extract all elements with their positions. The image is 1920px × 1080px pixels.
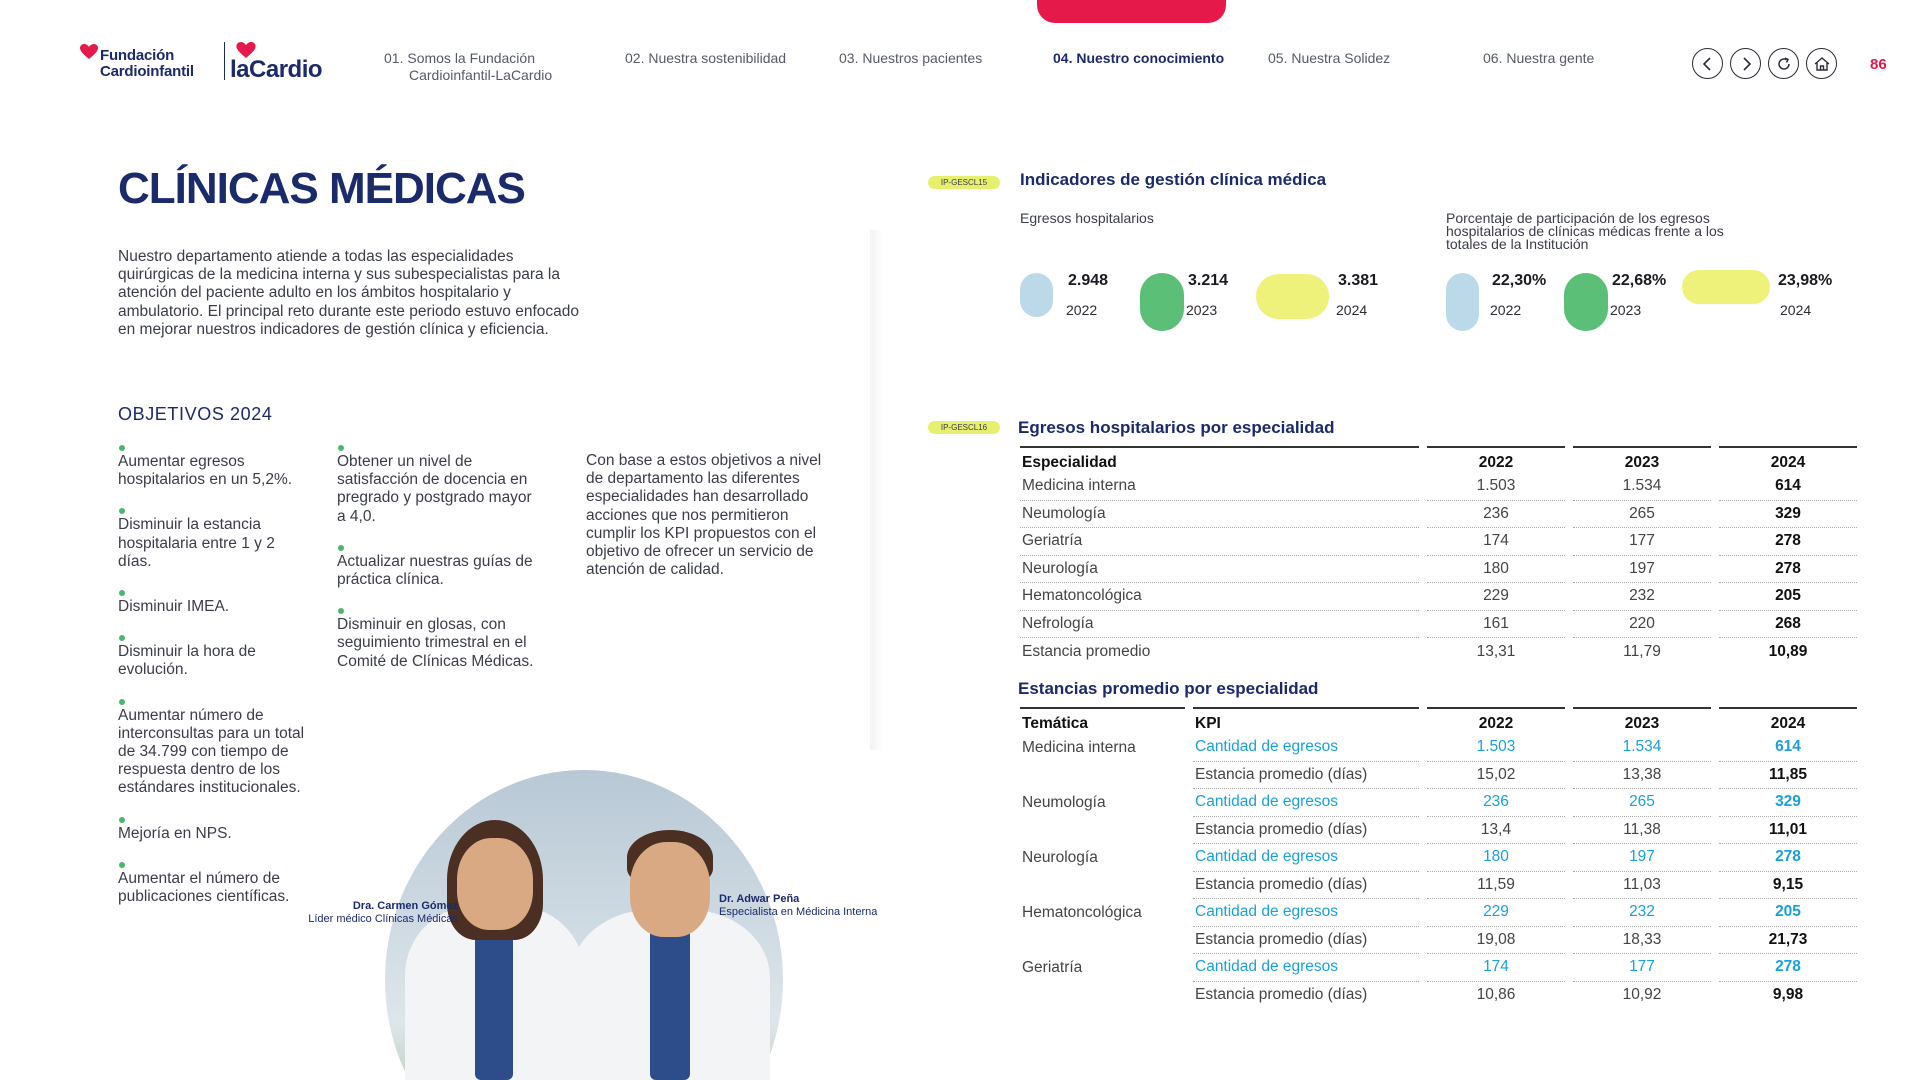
kpi-value: 2.948 — [1068, 272, 1109, 289]
table-cell: 232 — [1573, 583, 1711, 611]
table-cell: 174 — [1427, 954, 1565, 982]
kpi-pill — [1682, 270, 1770, 304]
table-cell: Estancia promedio (días) — [1193, 817, 1419, 845]
table-header: 2022 — [1427, 707, 1565, 734]
table-row — [1020, 762, 1857, 790]
nav-item-01[interactable]: 01. Somos la Fundación Cardioinfantil-LaCardio — [384, 50, 553, 83]
table-cell: 13,31 — [1476, 642, 1516, 660]
table-cell: 11,85 — [1719, 762, 1857, 790]
top-accent-tab — [1037, 0, 1226, 23]
table-cell: 220 — [1573, 611, 1711, 639]
table-cell: 10,86 — [1476, 986, 1516, 1004]
table-cell: 197 — [1573, 556, 1711, 584]
indicator-tag: IP-GESCL15 — [928, 176, 1000, 189]
table-cell: Geriatría — [1020, 528, 1419, 556]
table-cell: 614 — [1719, 734, 1857, 762]
table-cell: 278 — [1719, 954, 1857, 982]
kpi-year: 2022 — [1066, 302, 1098, 318]
participation-label: Porcentaje de participación de los egresos hospitalarios de clínicas médicas frente a los totales de la Institución — [1446, 210, 1724, 252]
table-cell: 13,4 — [1427, 817, 1565, 845]
kpi-year: 2024 — [1336, 302, 1368, 318]
section-title-egresos: Egresos hospitalarios por especialidad — [1018, 418, 1335, 437]
table-header: 2023 — [1573, 707, 1711, 734]
objectives-note: Con base a estos objetivos a nivel de departamento las diferentes especialidades han desarrollado acciones que nos permitieron cumplir los KPI propuestos con el objetivo de ofrecer un servicio de atención de calidad. — [586, 452, 822, 579]
table-row — [1020, 734, 1857, 762]
logo-fci-text: Fundación Cardioinfantil — [100, 47, 194, 80]
table-cell: 614 — [1719, 473, 1857, 501]
table-cell: 180 — [1427, 844, 1565, 872]
table-cell: 265 — [1573, 501, 1711, 529]
chevron-left-icon — [1702, 57, 1714, 71]
intro-paragraph: Nuestro departamento atiende a todas las especialidades quirúrgicas de la medicina interna y sus subespecialistas para la atención del paciente adulto en los ámbitos hospitalario y ambulatorio. El principal reto durante este periodo estuvo enfocado en mejorar nuestros indicadores de gestión clínica y eficiencia. — [118, 248, 579, 338]
table-cell: Estancia promedio (días) — [1193, 872, 1419, 900]
table-cell: 1.503 — [1427, 473, 1565, 501]
table-row — [1020, 789, 1857, 817]
table-cell: 205 — [1719, 899, 1857, 927]
logo-lacardio-text: laCardio — [230, 56, 323, 83]
table-cell: Nefrología — [1020, 611, 1419, 639]
table-row — [1020, 473, 1857, 501]
table-cell: Estancia promedio (días) — [1195, 986, 1368, 1004]
table-row — [1020, 528, 1857, 556]
refresh-button[interactable] — [1768, 48, 1799, 79]
kpi-year: 2024 — [1780, 302, 1812, 318]
table-cell: Hematoncológica — [1020, 583, 1419, 611]
table-cell: 161 — [1427, 611, 1565, 639]
kpi-pill — [1020, 273, 1053, 317]
table-cell: 1.534 — [1573, 473, 1711, 501]
nav-item-02[interactable]: 02. Nuestra sostenibilidad — [625, 50, 787, 66]
objective-item: Aumentar egresos hospitalarios en un 5,2%. — [118, 445, 318, 489]
table-row — [1020, 954, 1857, 982]
table-header: Especialidad — [1020, 446, 1419, 473]
objective-item: Disminuir la estancia hospitalaria entre 1 y 2 días. — [118, 508, 288, 571]
table-cell: 177 — [1573, 528, 1711, 556]
nav-item-03[interactable]: 03. Nuestros pacientes — [839, 50, 983, 66]
objective-item: Actualizar nuestras guías de práctica clínica. — [337, 545, 542, 589]
table-cell: 19,08 — [1427, 927, 1565, 955]
kpi-year: 2023 — [1610, 302, 1642, 318]
table-cell: 11,01 — [1719, 817, 1857, 845]
table-cell: Geriatría — [1022, 958, 1083, 976]
kpi-value: 22,68% — [1612, 272, 1667, 289]
table-cell — [1020, 927, 1185, 955]
egresos-label: Egresos hospitalarios — [1020, 210, 1154, 226]
table-cell: 236 — [1427, 789, 1565, 817]
logo-divider — [224, 42, 225, 80]
table-header: 2023 — [1573, 446, 1711, 473]
table-cell: Cantidad de egresos — [1193, 734, 1419, 762]
table-row — [1020, 583, 1857, 611]
page-title: CLÍNICAS MÉDICAS — [118, 164, 525, 213]
kpi-pill — [1256, 274, 1329, 319]
table-row — [1020, 982, 1857, 1010]
table-cell: 278 — [1719, 844, 1857, 872]
caption-doctor-2: Dr. Adwar Peña Especialista en Médicina Interna — [719, 893, 878, 918]
table-cell: Cantidad de egresos — [1193, 899, 1419, 927]
table-cell: Medicina interna — [1022, 738, 1136, 756]
table-cell: 1.503 — [1427, 734, 1565, 762]
table-cell: 11,59 — [1427, 872, 1565, 900]
table-row — [1020, 899, 1857, 927]
kpi-value: 23,98% — [1778, 272, 1833, 289]
table-cell: 11,38 — [1573, 817, 1711, 845]
objectives-title: OBJETIVOS 2024 — [118, 404, 273, 424]
nav-item-05[interactable]: 05. Nuestra Solidez — [1268, 50, 1391, 66]
table-cell: Estancia promedio (días) — [1193, 927, 1419, 955]
kpi-pill — [1446, 273, 1479, 331]
table-cell: 229 — [1427, 899, 1565, 927]
table-cell: Medicina interna — [1020, 473, 1419, 501]
objectives-column-1 — [118, 445, 318, 925]
caption-doctor-1: Dra. Carmen Gómez Líder médico Clínicas Médicas — [308, 900, 458, 925]
table-cell: 229 — [1427, 583, 1565, 611]
nav-item-06[interactable]: 06. Nuestra gente — [1483, 50, 1595, 66]
table-cell: 10,89 — [1768, 642, 1808, 660]
objective-item: Disminuir IMEA. — [118, 590, 318, 616]
table-cell: 11,03 — [1573, 872, 1711, 900]
table-cell: 1.534 — [1573, 734, 1711, 762]
kpi-year: 2022 — [1490, 302, 1522, 318]
table-cell: 13,38 — [1573, 762, 1711, 790]
table-row — [1020, 556, 1857, 584]
table-cell: 9,15 — [1719, 872, 1857, 900]
table-cell: Estancia promedio — [1022, 642, 1151, 660]
table-cell: Neumología — [1020, 501, 1419, 529]
egresos-table — [1012, 446, 1865, 666]
table-cell — [1020, 872, 1185, 900]
table-cell: 268 — [1719, 611, 1857, 639]
table-header: Temática — [1020, 707, 1185, 734]
table-row — [1020, 638, 1857, 666]
kpi-pill — [1140, 273, 1184, 331]
table-cell: 197 — [1573, 844, 1711, 872]
objectives-column-2 — [337, 445, 542, 690]
heart-icon — [80, 44, 98, 60]
objective-item: Obtener un nivel de satisfacción de docencia en pregrado y postgrado mayor a 4,0. — [337, 445, 542, 526]
estancias-table — [1012, 707, 1865, 1009]
table-cell — [1020, 762, 1185, 790]
doctor-woman — [405, 820, 585, 1080]
table-cell: 10,92 — [1622, 986, 1662, 1004]
page-number: 86 — [1870, 56, 1887, 73]
table-cell: 236 — [1427, 501, 1565, 529]
indicator-tag: IP-GESCL16 — [928, 421, 1000, 434]
home-button[interactable] — [1806, 48, 1837, 79]
kpi-pill — [1564, 273, 1608, 331]
chevron-right-icon — [1740, 57, 1752, 71]
table-row — [1020, 844, 1857, 872]
objective-item: Mejoría en NPS. — [118, 817, 318, 843]
table-cell: 15,02 — [1427, 762, 1565, 790]
table-cell: 232 — [1573, 899, 1711, 927]
table-cell: 329 — [1719, 501, 1857, 529]
table-cell: Neurología — [1020, 556, 1419, 584]
table-cell: 278 — [1719, 528, 1857, 556]
column-divider-shadow — [870, 230, 884, 750]
table-cell: 329 — [1719, 789, 1857, 817]
table-cell: 177 — [1573, 954, 1711, 982]
table-cell: 9,98 — [1772, 986, 1804, 1004]
table-cell: Neurología — [1022, 848, 1098, 866]
table-row — [1020, 817, 1857, 845]
table-header: 2022 — [1427, 446, 1565, 473]
doctor-man — [570, 830, 770, 1080]
kpi-value: 3.381 — [1338, 272, 1379, 289]
table-cell: Cantidad de egresos — [1193, 954, 1419, 982]
home-icon — [1813, 56, 1831, 72]
table-header: KPI — [1193, 707, 1419, 734]
table-cell: Cantidad de egresos — [1193, 844, 1419, 872]
prev-page-button[interactable] — [1692, 48, 1723, 79]
table-cell: 18,33 — [1573, 927, 1711, 955]
table-header: 2024 — [1719, 446, 1857, 473]
table-row — [1020, 872, 1857, 900]
nav-item-04[interactable]: 04. Nuestro conocimiento — [1053, 50, 1225, 66]
table-cell: 21,73 — [1719, 927, 1857, 955]
table-cell: 180 — [1427, 556, 1565, 584]
kpi-year: 2023 — [1186, 302, 1218, 318]
objective-item: Aumentar el número de publicaciones científicas. — [118, 862, 318, 906]
table-cell: 174 — [1427, 528, 1565, 556]
objective-item: Disminuir la hora de evolución. — [118, 635, 288, 679]
table-cell: Cantidad de egresos — [1193, 789, 1419, 817]
next-page-button[interactable] — [1730, 48, 1761, 79]
table-cell: Hematoncológica — [1022, 903, 1142, 921]
table-cell: 205 — [1719, 583, 1857, 611]
table-cell — [1020, 817, 1185, 845]
table-cell: 278 — [1719, 556, 1857, 584]
section-title-indicadores: Indicadores de gestión clínica médica — [1020, 170, 1327, 189]
table-cell: Estancia promedio (días) — [1193, 762, 1419, 790]
table-cell: 265 — [1573, 789, 1711, 817]
objective-item: Aumentar número de interconsultas para un total de 34.799 con tiempo de respuesta dentro de los estándares institucionales. — [118, 699, 318, 798]
table-cell: 11,79 — [1623, 642, 1661, 660]
table-row — [1020, 611, 1857, 639]
table-cell: Neumología — [1022, 793, 1106, 811]
table-row — [1020, 927, 1857, 955]
kpi-value: 22,30% — [1492, 272, 1547, 289]
objective-item: Disminuir en glosas, con seguimiento trimestral en el Comité de Clínicas Médicas. — [337, 608, 537, 671]
table-row — [1020, 501, 1857, 529]
table-header: 2024 — [1719, 707, 1857, 734]
table-cell — [1020, 982, 1185, 1010]
refresh-icon — [1776, 56, 1792, 72]
kpi-value: 3.214 — [1188, 272, 1229, 289]
section-title-estancias: Estancias promedio por especialidad — [1018, 679, 1319, 698]
